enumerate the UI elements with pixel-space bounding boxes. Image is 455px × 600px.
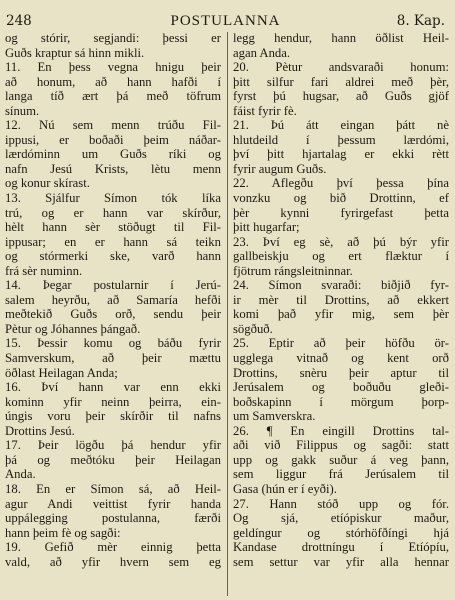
right-column-line: Drottins, snèru þeir aptur til — [233, 365, 449, 380]
right-column-line: sem settur var yfir alla hennar — [233, 554, 449, 569]
right-column-line: þitt silfur fari aldrei með þèr, — [233, 74, 449, 89]
right-column-line: 22. Aflegðu því þessa þína — [233, 176, 449, 191]
right-column-line: sögðuð. — [233, 321, 273, 336]
left-column-line: úngis voru þeir skírðir til nafns — [5, 409, 221, 424]
running-header — [6, 12, 445, 30]
left-column — [5, 31, 221, 569]
left-column-line: meðtekið Guðs orð, sendu þeir — [5, 307, 221, 322]
right-column-line: legg hendur, hann öðlist Heil- — [233, 31, 449, 45]
left-column-line: öðlast Heilagan Anda; — [5, 365, 118, 380]
column-divider — [227, 32, 228, 596]
left-column-line: 17. Þeir lögðu þá hendur yfir — [5, 438, 221, 453]
right-column-line: 27. Hann stóð upp og fór. — [233, 496, 449, 511]
right-column-line: boðskapinn í mörgum þorp- — [233, 394, 449, 409]
left-column-line: salem heyrðu, að Samaría hefði — [5, 292, 221, 307]
right-column-line: því þitt hjartalag er ekki rètt — [233, 147, 449, 162]
left-column-line: ippusar; en er hann sá teikn — [5, 234, 221, 249]
left-column-line: 11. En þess vegna hnigu þeir — [5, 60, 221, 75]
right-column-line: aði við Filippus og sagði: statt — [233, 438, 449, 453]
left-column-line: uppálegging postulanna, færði — [5, 511, 221, 526]
right-column-line: fyrst þú hugsar, að Guðs gjöf — [233, 89, 449, 104]
left-column-line: 15. Þessir komu og báðu fyrir — [5, 336, 221, 351]
right-column-line: fáist fyrir fè. — [233, 103, 297, 118]
left-column-line: Pètur og Jóhannes þángað. — [5, 321, 141, 336]
right-column-line: komi það yfir mig, sem þèr — [233, 307, 449, 322]
right-column-line: ugglega vitnað og kent orð — [233, 351, 449, 366]
left-column-line: vald, að yfir hvern sem eg — [5, 554, 221, 569]
right-column-line: vonzku og bið Drottinn, ef — [233, 191, 449, 206]
right-column-line: 26. ¶ En eingill Drottins tal- — [233, 423, 449, 438]
right-column-line: 23. Því eg sè, að þú býr yfir — [233, 234, 449, 249]
right-column-line: þèr kynni fyrirgefast þetta — [233, 205, 449, 220]
left-column-line: hèlt hann sèr stöðugt til Fil- — [5, 220, 221, 235]
left-column-line: að honum, að hann hafði í — [5, 74, 221, 89]
left-column-line: Guðs kraptur sá hinn mikli. — [5, 45, 145, 60]
left-column-line: 18. En er Símon sá, að Heil- — [5, 481, 221, 496]
left-column-line: langa tíð ært þá með töfrum — [5, 89, 221, 104]
running-title: POSTULANNA — [170, 13, 281, 29]
right-column-line: agan Anda. — [233, 45, 291, 60]
right-column-line: Gasa (hún er í eyði). — [233, 481, 337, 496]
right-column-line: þitt hugarfar; — [233, 220, 300, 235]
left-column-line: og stórir, segjandi: þessi er — [5, 31, 221, 45]
right-column-line: 20. Pètur andsvaraði honum: — [233, 60, 449, 75]
left-column-line: þá og meðtóku þeir Heilagan — [5, 452, 221, 467]
right-column-line: 25. Eptir að þeir höfðu ör- — [233, 336, 449, 351]
right-column-line: geldíngur og stórhöfðíngi hjá — [233, 525, 449, 540]
left-column-line: nafn Jesú Krists, lètu menn — [5, 161, 221, 176]
right-column-line: 24. Símon svaraði: biðjið fyr- — [233, 278, 449, 293]
left-column-line: lærdóminn um Guðs ríki og — [5, 147, 221, 162]
right-column — [233, 31, 449, 569]
left-column-line: og konur skírast. — [5, 176, 90, 191]
left-column-line: kominn yfir neinn þeirra, ein- — [5, 394, 221, 409]
left-column-line: og stórmerki ske, varð hann — [5, 249, 221, 264]
left-column-line: 14. Þegar postularnir í Jerú- — [5, 278, 221, 293]
chapter-label: 8. Kap. — [396, 13, 445, 29]
right-column-line: um Samverskra. — [233, 409, 316, 424]
left-column-line: 13. Sjálfur Símon tók líka — [5, 191, 221, 206]
left-column-line: 16. Því hann var enn ekki — [5, 380, 221, 395]
left-column-line: agur Andi veittist fyrir handa — [5, 496, 221, 511]
left-column-line: trú, og er hann var skírður, — [5, 205, 221, 220]
right-column-line: fjötrum rángsleitninnar. — [233, 263, 353, 278]
left-column-line: Samverskum, að þeir mættu — [5, 351, 221, 366]
right-column-line: sem liggur frá Jerúsalem til — [233, 467, 449, 482]
left-column-line: frá sèr numinn. — [5, 263, 83, 278]
left-column-line: sínum. — [5, 103, 40, 118]
left-column-line: Drottins Jesú. — [5, 423, 75, 438]
page-number: 248 — [6, 13, 32, 29]
right-column-line: Jerúsalem og boðuðu gleði- — [233, 380, 449, 395]
right-column-line: hlutdeild í þessum lærdómi, — [233, 132, 449, 147]
right-column-line: Og sjá, etíópiskur maður, — [233, 511, 449, 526]
right-column-line: Kandase drottníngu í Etíópíu, — [233, 540, 449, 555]
right-column-line: 21. Þú átt eingan þátt nè — [233, 118, 449, 133]
right-column-line: gallbeiskju og ert flæktur í — [233, 249, 449, 264]
left-column-line: hann þeim fè og sagði: — [5, 525, 121, 540]
left-column-line: Anda. — [5, 467, 36, 482]
right-column-line: fyrir augum Guðs. — [233, 161, 327, 176]
left-column-line: ippusi, er boðaði þeim náðar- — [5, 132, 221, 147]
left-column-line: 19. Gefið mèr einnig þetta — [5, 540, 221, 555]
right-column-line: upp og gakk suður á veg þann, — [233, 452, 449, 467]
left-column-line: 12. Nú sem menn trúðu Fil- — [5, 118, 221, 133]
right-column-line: ir mèr til Drottins, að ekkert — [233, 292, 449, 307]
